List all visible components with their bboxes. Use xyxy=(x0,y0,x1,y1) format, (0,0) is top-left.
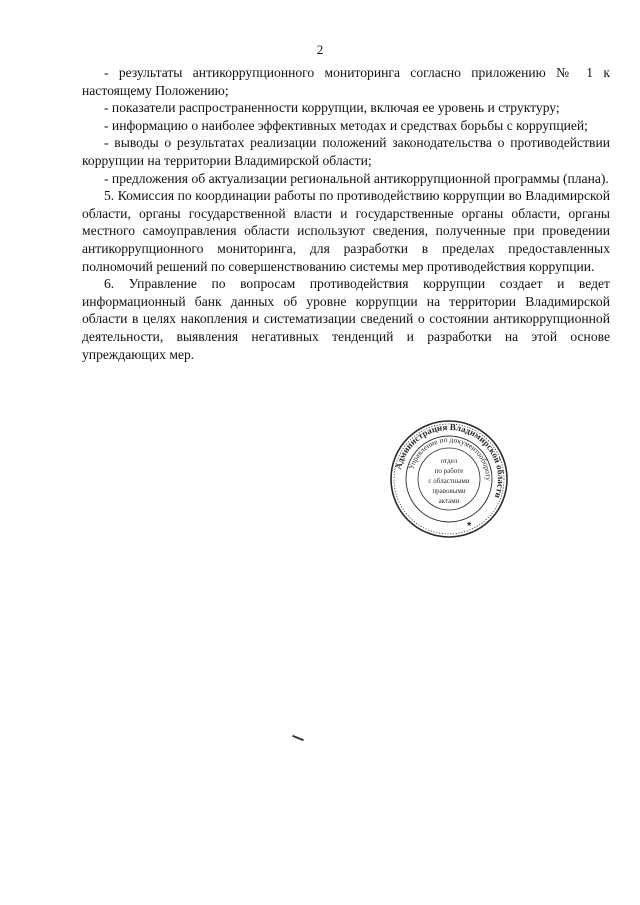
seal-star-icon: ★ xyxy=(466,520,473,528)
list-item: - предложения об актуализации региональной антикоррупционной программы (плана). xyxy=(104,170,609,186)
official-seal xyxy=(388,418,510,540)
list-item: - информацию о наиболее эффективных методах и средствах борьбы с коррупцией; xyxy=(104,117,588,133)
seal-center-line: правовыми xyxy=(432,487,466,495)
scan-artifact xyxy=(292,735,304,741)
list-item: - показатели распространенности коррупции, включая ее уровень и структуру; xyxy=(104,100,560,116)
seal-center-line: отдел xyxy=(440,457,458,465)
seal-outer-text: Администрация Владимирской области xyxy=(393,421,507,500)
paragraph-6: 6. Управление по вопросам противодействия коррупции создает и ведет информационный банк данных об уровне коррупции на территории Владимирской области в целях накопления и систематизации сведений о состоянии антикоррупционной деятельности, выявления негативных тенденций и разработки на этой основе упреждающих мер. xyxy=(82,276,610,362)
list-item: - результаты антикоррупционного мониторинга согласно приложению № 1 к настоящему Положению; xyxy=(82,65,610,98)
seal-center-line: с областными xyxy=(428,477,470,485)
document-body xyxy=(82,64,610,363)
seal-center-line: актами xyxy=(438,497,460,505)
paragraph-5: 5. Комиссия по координации работы по противодействию коррупции во Владимирской области, органы государственной власти и государственные органы области, органы местного самоуправления области используют сведения, полученные при проведении антикоррупционного мониторинга, для разработки в пределах предоставленных полномочий решений по совершенствованию системы мер противодействия коррупции. xyxy=(82,188,610,274)
page-number: 2 xyxy=(316,42,324,57)
seal-inner-text: Управление по документообороту xyxy=(406,434,494,481)
seal-center-line: по работе xyxy=(434,467,464,475)
list-item: - выводы о результатах реализации положений законодательства о противодействии коррупции на территории Владимирской области; xyxy=(82,135,610,168)
